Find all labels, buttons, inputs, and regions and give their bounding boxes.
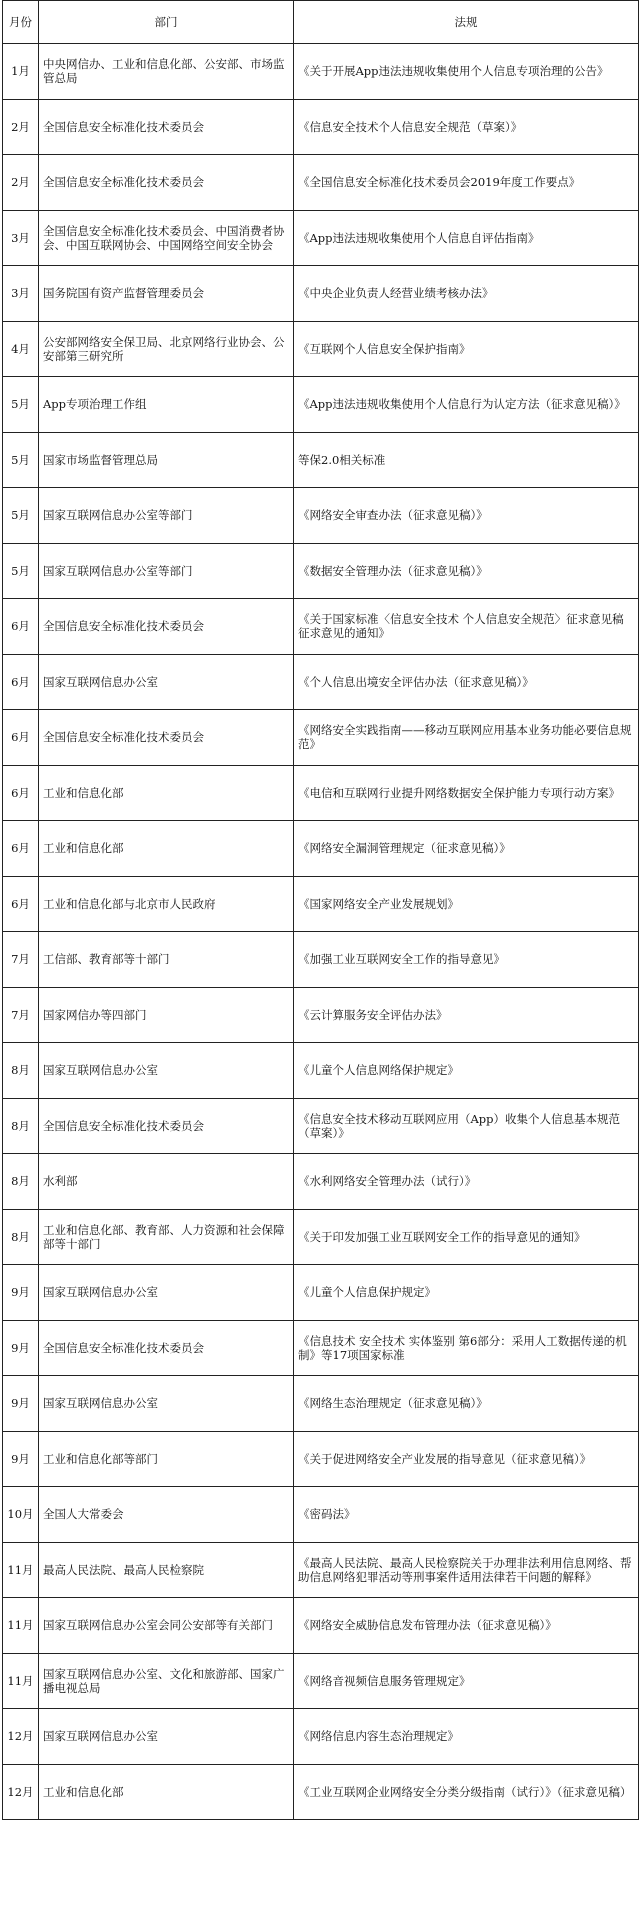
table-row (3, 1542, 639, 1598)
law-cell: 《信息安全技术移动互联网应用（App）收集个人信息基本规范（草案）》 (294, 1098, 639, 1154)
table-row (3, 710, 639, 766)
month-cell: 8月 (3, 1098, 39, 1154)
month-cell: 5月 (3, 377, 39, 433)
dept-cell: 工业和信息化部 (39, 765, 294, 821)
table-row (3, 1764, 639, 1820)
law-cell: 《水利网络安全管理办法（试行）》 (294, 1154, 639, 1210)
dept-cell: 国家互联网信息办公室等部门 (39, 543, 294, 599)
dept-cell: 全国信息安全标准化技术委员会 (39, 99, 294, 155)
table-row (3, 155, 639, 211)
dept-cell: 国家互联网信息办公室 (39, 1709, 294, 1765)
month-cell: 6月 (3, 876, 39, 932)
table-row (3, 1653, 639, 1709)
table-row (3, 99, 639, 155)
dept-cell: 水利部 (39, 1154, 294, 1210)
table-row (3, 1598, 639, 1654)
dept-cell: 全国信息安全标准化技术委员会 (39, 1320, 294, 1376)
table-row (3, 432, 639, 488)
month-cell: 5月 (3, 432, 39, 488)
table-row (3, 1265, 639, 1321)
law-cell: 《网络信息内容生态治理规定》 (294, 1709, 639, 1765)
header-month: 月份 (3, 1, 39, 44)
month-cell: 12月 (3, 1709, 39, 1765)
law-cell: 《电信和互联网行业提升网络数据安全保护能力专项行动方案》 (294, 765, 639, 821)
month-cell: 6月 (3, 765, 39, 821)
law-cell: 《网络安全威胁信息发布管理办法（征求意见稿）》 (294, 1598, 639, 1654)
law-cell: 《关于国家标准〈信息安全技术 个人信息安全规范〉征求意见稿征求意见的通知》 (294, 599, 639, 655)
dept-cell: 国务院国有资产监督管理委员会 (39, 266, 294, 322)
dept-cell: 全国信息安全标准化技术委员会 (39, 155, 294, 211)
month-cell: 6月 (3, 599, 39, 655)
law-cell: 《个人信息出境安全评估办法（征求意见稿）》 (294, 654, 639, 710)
dept-cell: 最高人民法院、最高人民检察院 (39, 1542, 294, 1598)
header-dept: 部门 (39, 1, 294, 44)
table-row (3, 765, 639, 821)
month-cell: 6月 (3, 710, 39, 766)
table-row (3, 654, 639, 710)
table-row (3, 266, 639, 322)
dept-cell: 工业和信息化部 (39, 1764, 294, 1820)
header-row (3, 1, 639, 44)
table-row (3, 1487, 639, 1543)
month-cell: 9月 (3, 1431, 39, 1487)
law-cell: 《关于开展App违法违规收集使用个人信息专项治理的公告》 (294, 44, 639, 100)
table-row (3, 932, 639, 988)
law-cell: 《最高人民法院、最高人民检察院关于办理非法利用信息网络、帮助信息网络犯罪活动等刑事案件适用法律若干问题的解释》 (294, 1542, 639, 1598)
month-cell: 5月 (3, 543, 39, 599)
month-cell: 4月 (3, 321, 39, 377)
header-law: 法规 (294, 1, 639, 44)
dept-cell: 全国人大常委会 (39, 1487, 294, 1543)
month-cell: 8月 (3, 1043, 39, 1099)
dept-cell: 公安部网络安全保卫局、北京网络行业协会、公安部第三研究所 (39, 321, 294, 377)
law-cell: 《儿童个人信息网络保护规定》 (294, 1043, 639, 1099)
law-cell: 《儿童个人信息保护规定》 (294, 1265, 639, 1321)
dept-cell: 中央网信办、工业和信息化部、公安部、市场监管总局 (39, 44, 294, 100)
dept-cell: 工业和信息化部与北京市人民政府 (39, 876, 294, 932)
month-cell: 1月 (3, 44, 39, 100)
table-row (3, 821, 639, 877)
dept-cell: 国家互联网信息办公室 (39, 1043, 294, 1099)
month-cell: 9月 (3, 1320, 39, 1376)
table-row (3, 1209, 639, 1265)
law-cell: 《互联网个人信息安全保护指南》 (294, 321, 639, 377)
dept-cell: 全国信息安全标准化技术委员会 (39, 710, 294, 766)
dept-cell: App专项治理工作组 (39, 377, 294, 433)
table-row (3, 543, 639, 599)
table-row (3, 1431, 639, 1487)
law-cell: 《数据安全管理办法（征求意见稿）》 (294, 543, 639, 599)
law-cell: 《App违法违规收集使用个人信息行为认定方法（征求意见稿）》 (294, 377, 639, 433)
month-cell: 11月 (3, 1598, 39, 1654)
month-cell: 8月 (3, 1154, 39, 1210)
month-cell: 3月 (3, 266, 39, 322)
law-cell: 《网络生态治理规定（征求意见稿）》 (294, 1376, 639, 1432)
regulations-table (2, 0, 639, 1820)
dept-cell: 工业和信息化部等部门 (39, 1431, 294, 1487)
law-cell: 《关于印发加强工业互联网安全工作的指导意见的通知》 (294, 1209, 639, 1265)
regulations-table-sheet (2, 0, 638, 1820)
month-cell: 11月 (3, 1653, 39, 1709)
dept-cell: 国家网信办等四部门 (39, 987, 294, 1043)
dept-cell: 工业和信息化部、教育部、人力资源和社会保障部等十部门 (39, 1209, 294, 1265)
law-cell: 《国家网络安全产业发展规划》 (294, 876, 639, 932)
month-cell: 12月 (3, 1764, 39, 1820)
table-row (3, 599, 639, 655)
month-cell: 7月 (3, 987, 39, 1043)
month-cell: 9月 (3, 1376, 39, 1432)
month-cell: 3月 (3, 210, 39, 266)
table-row (3, 987, 639, 1043)
table-body (3, 44, 639, 1820)
dept-cell: 国家互联网信息办公室 (39, 1376, 294, 1432)
table-row (3, 321, 639, 377)
law-cell: 《全国信息安全标准化技术委员会2019年度工作要点》 (294, 155, 639, 211)
dept-cell: 国家互联网信息办公室、文化和旅游部、国家广播电视总局 (39, 1653, 294, 1709)
table-row (3, 1154, 639, 1210)
month-cell: 10月 (3, 1487, 39, 1543)
dept-cell: 全国信息安全标准化技术委员会 (39, 1098, 294, 1154)
month-cell: 6月 (3, 821, 39, 877)
table-row (3, 1709, 639, 1765)
month-cell: 5月 (3, 488, 39, 544)
law-cell: 《中央企业负责人经营业绩考核办法》 (294, 266, 639, 322)
month-cell: 8月 (3, 1209, 39, 1265)
table-row (3, 1320, 639, 1376)
month-cell: 2月 (3, 155, 39, 211)
dept-cell: 国家互联网信息办公室会同公安部等有关部门 (39, 1598, 294, 1654)
dept-cell: 全国信息安全标准化技术委员会、中国消费者协会、中国互联网协会、中国网络空间安全协会 (39, 210, 294, 266)
law-cell: 《网络音视频信息服务管理规定》 (294, 1653, 639, 1709)
law-cell: 等保2.0相关标准 (294, 432, 639, 488)
law-cell: 《信息技术 安全技术 实体鉴别 第6部分：采用人工数据传递的机制》等17项国家标准 (294, 1320, 639, 1376)
law-cell: 《网络安全实践指南——移动互联网应用基本业务功能必要信息规范》 (294, 710, 639, 766)
table-row (3, 44, 639, 100)
month-cell: 11月 (3, 1542, 39, 1598)
law-cell: 《App违法违规收集使用个人信息自评估指南》 (294, 210, 639, 266)
table-row (3, 1043, 639, 1099)
month-cell: 7月 (3, 932, 39, 988)
law-cell: 《云计算服务安全评估办法》 (294, 987, 639, 1043)
month-cell: 2月 (3, 99, 39, 155)
law-cell: 《工业互联网企业网络安全分类分级指南（试行）》（征求意见稿） (294, 1764, 639, 1820)
month-cell: 9月 (3, 1265, 39, 1321)
law-cell: 《密码法》 (294, 1487, 639, 1543)
law-cell: 《加强工业互联网安全工作的指导意见》 (294, 932, 639, 988)
table-row (3, 210, 639, 266)
table-row (3, 1376, 639, 1432)
table-row (3, 488, 639, 544)
table-row (3, 1098, 639, 1154)
table-row (3, 876, 639, 932)
month-cell: 6月 (3, 654, 39, 710)
dept-cell: 国家市场监督管理总局 (39, 432, 294, 488)
dept-cell: 国家互联网信息办公室 (39, 1265, 294, 1321)
dept-cell: 工信部、教育部等十部门 (39, 932, 294, 988)
law-cell: 《网络安全漏洞管理规定（征求意见稿）》 (294, 821, 639, 877)
dept-cell: 全国信息安全标准化技术委员会 (39, 599, 294, 655)
table-row (3, 377, 639, 433)
dept-cell: 国家互联网信息办公室等部门 (39, 488, 294, 544)
law-cell: 《关于促进网络安全产业发展的指导意见（征求意见稿）》 (294, 1431, 639, 1487)
dept-cell: 国家互联网信息办公室 (39, 654, 294, 710)
law-cell: 《信息安全技术个人信息安全规范（草案）》 (294, 99, 639, 155)
dept-cell: 工业和信息化部 (39, 821, 294, 877)
law-cell: 《网络安全审查办法（征求意见稿）》 (294, 488, 639, 544)
